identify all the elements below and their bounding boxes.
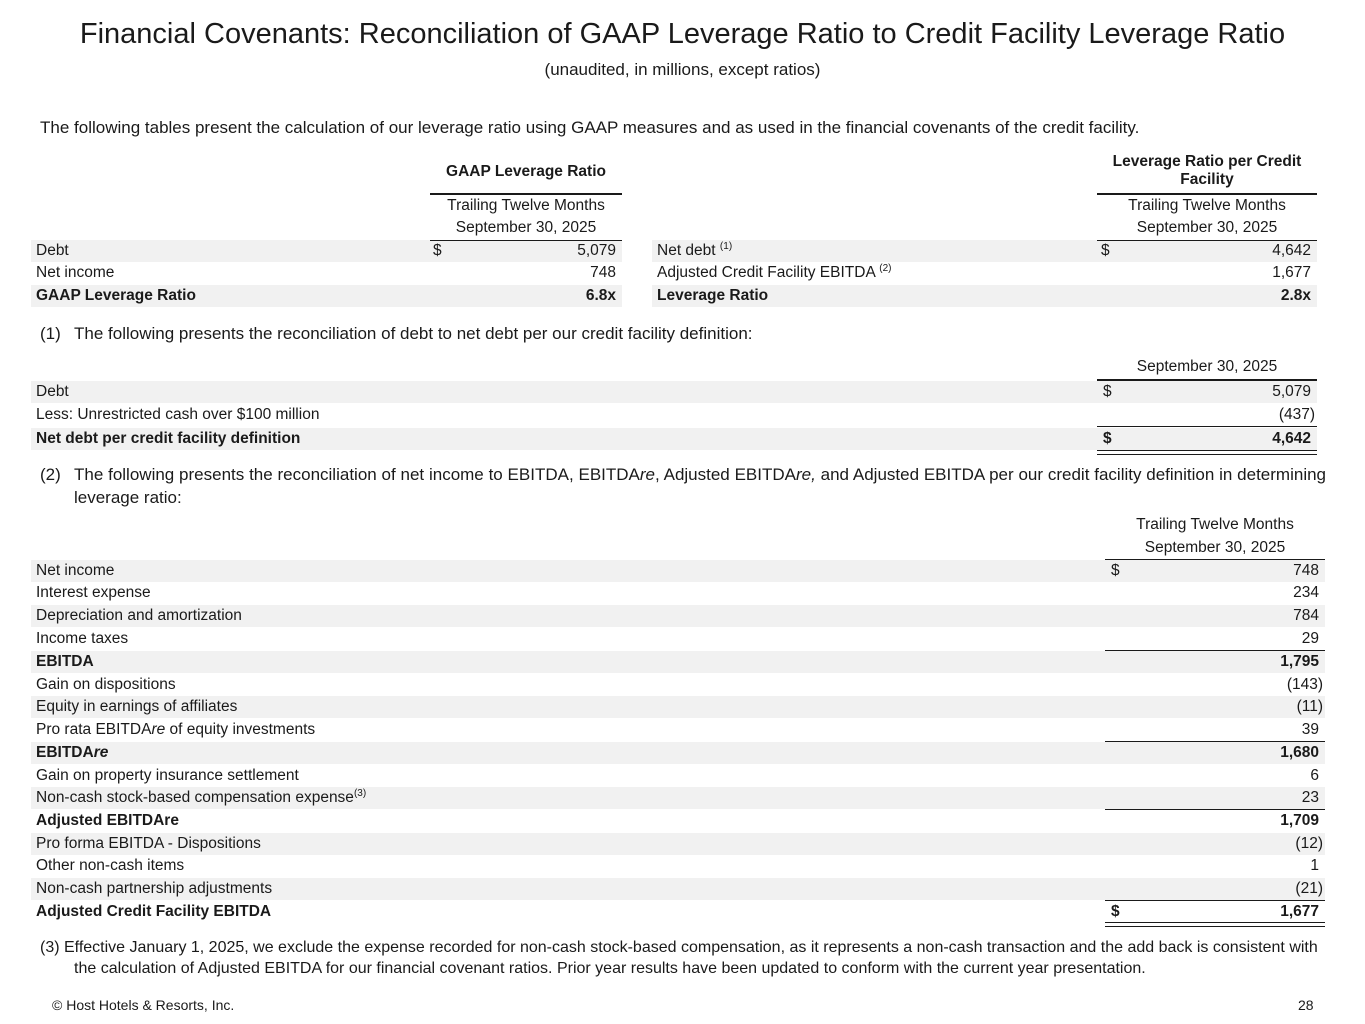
ebitda-row-value: 29 bbox=[1301, 630, 1319, 647]
ebitda-row-dollar: $ bbox=[1111, 903, 1120, 920]
ebitda-row-label: Net income bbox=[36, 562, 115, 579]
ebitda-row-value: 784 bbox=[1293, 607, 1319, 624]
note1-row-label: Less: Unrestricted cash over $100 million bbox=[36, 406, 320, 423]
note1-marker: (1) bbox=[40, 324, 61, 343]
page-title: Financial Covenants: Reconciliation of GAAP Leverage Ratio to Credit Facility Leverage Ratio bbox=[79, 18, 1286, 50]
note1-row-label: Net debt per credit facility definition bbox=[36, 430, 301, 447]
ebitda-row-subtotal bbox=[31, 810, 1325, 832]
gaap-row-label: Debt bbox=[36, 242, 69, 259]
intro-text: The following tables present the calculation of our leverage ratio using GAAP measures and as used in the financial covenants of the credit facility. bbox=[40, 118, 1140, 137]
credit-period-line2: September 30, 2025 bbox=[1136, 219, 1278, 236]
ebitda-row bbox=[31, 833, 1325, 855]
ebitda-row-value: 1 bbox=[1310, 857, 1319, 874]
credit-row-ratio bbox=[652, 285, 1317, 307]
ebitda-row-value: (11) bbox=[1296, 698, 1323, 715]
ebitda-row-value: 23 bbox=[1301, 789, 1319, 806]
ebitda-row-label: Other non-cash items bbox=[36, 857, 185, 874]
note3-line2: the calculation of Adjusted EBITDA for our financial covenant ratios. Prior year results have been updated to conform with the current year presentation. bbox=[74, 960, 1146, 977]
gaap-row-label: GAAP Leverage Ratio bbox=[36, 287, 196, 304]
credit-period-line1: Trailing Twelve Months bbox=[1128, 197, 1286, 214]
note1-row-value: 5,079 bbox=[1272, 383, 1311, 400]
ebitda-row bbox=[31, 674, 1325, 696]
gaap-row-dollar: $ bbox=[433, 242, 442, 259]
ebitda-row-total bbox=[31, 901, 1325, 923]
ebitda-row bbox=[31, 696, 1325, 718]
ebitda-row-value: (12) bbox=[1295, 835, 1323, 852]
ebitda-row-subtotal bbox=[31, 651, 1325, 673]
note1-total-double-rule bbox=[1097, 450, 1317, 455]
ebitda-row-label: Non-cash stock-based compensation expense$^{(3)}$ bbox=[36, 787, 367, 806]
gaap-row-label: Net income bbox=[36, 264, 115, 281]
gaap-table-title: GAAP Leverage Ratio bbox=[446, 163, 606, 180]
ebitda-row-value: 6 bbox=[1310, 767, 1319, 784]
gaap-row-ratio bbox=[31, 285, 622, 307]
note1-subtotal-rule bbox=[1097, 426, 1317, 427]
ebitda-row-label: Gain on property insurance settlement bbox=[36, 767, 299, 784]
ebitda-row-label: Pro forma EBITDA - Dispositions bbox=[36, 835, 261, 852]
ebitda-row-value: 1,709 bbox=[1280, 812, 1319, 829]
credit-row-label: Adjusted Credit Facility EBITDA $^{(2)}$ bbox=[657, 262, 892, 281]
ebitda-row-label: Equity in earnings of affiliates bbox=[36, 698, 238, 715]
note1-row-value: (437) bbox=[1278, 406, 1315, 423]
ebitda-row bbox=[31, 628, 1325, 650]
note2-period-line1: Trailing Twelve Months bbox=[1136, 516, 1294, 533]
credit-ebitda-double-rule bbox=[1105, 922, 1325, 927]
credit-net-debt-top-rule bbox=[1097, 240, 1317, 241]
ebitda-row-label: EBITDA bbox=[36, 653, 94, 670]
note1-row-dollar: $ bbox=[1103, 383, 1112, 400]
credit-row-value: 2.8x bbox=[1280, 287, 1311, 304]
credit-row-value: 1,677 bbox=[1272, 264, 1311, 281]
ebitda-row-value: 234 bbox=[1293, 584, 1319, 601]
note1-row-debt bbox=[31, 381, 1317, 403]
ebitda-row bbox=[31, 560, 1325, 582]
credit-table-title: Leverage Ratio per Credit Facility bbox=[1112, 153, 1302, 188]
ebitda-row-value: 39 bbox=[1301, 721, 1319, 738]
page-number: 28 bbox=[1298, 997, 1314, 1013]
note1-row-label: Debt bbox=[36, 383, 69, 400]
ebitda-row bbox=[31, 787, 1325, 809]
ebitda-row bbox=[31, 582, 1325, 604]
credit-row-label: Net debt $^{(1)}$ bbox=[657, 240, 733, 259]
note1-row-net-debt bbox=[31, 428, 1317, 450]
note1-row-value: 4,642 bbox=[1272, 430, 1311, 447]
ebitda-row-dollar: $ bbox=[1111, 562, 1120, 579]
gaap-row-value: 6.8x bbox=[585, 287, 616, 304]
note1-column-header: September 30, 2025 bbox=[1136, 358, 1278, 375]
note1-row-dollar: $ bbox=[1103, 430, 1112, 447]
ebitda-row-label: Pro rata EBITDAre of equity investments bbox=[36, 721, 316, 738]
gaap-period-line2: September 30, 2025 bbox=[455, 219, 597, 236]
ebitda-row bbox=[31, 765, 1325, 787]
credit-row-net-debt bbox=[652, 240, 1317, 262]
ebitda-row-label: Gain on dispositions bbox=[36, 676, 176, 693]
note2-marker: (2) bbox=[40, 465, 61, 484]
note1-text: The following presents the reconciliation of debt to net debt per our credit facility definition: bbox=[74, 324, 753, 343]
ebitda-row-value: 1,677 bbox=[1280, 903, 1319, 920]
note2-period-line2: September 30, 2025 bbox=[1144, 539, 1286, 556]
gaap-row-value: 5,079 bbox=[577, 242, 616, 259]
ebitda-row-label: Interest expense bbox=[36, 584, 151, 601]
page-subtitle: (unaudited, in millions, except ratios) bbox=[544, 60, 821, 79]
credit-row-label: Leverage Ratio bbox=[657, 287, 769, 304]
gaap-period-line1: Trailing Twelve Months bbox=[447, 197, 605, 214]
ebitda-row-label: Adjusted Credit Facility EBITDA bbox=[36, 903, 272, 920]
note2-text: The following presents the reconciliation of net income to EBITDA, EBITDAre, Adjusted EBITDAre, and Adjusted EBITDA per our credit facility definition in determining leverage ratio: bbox=[74, 465, 1327, 507]
ebitda-row-value: (21) bbox=[1295, 880, 1323, 897]
ebitda-row-label: Depreciation and amortization bbox=[36, 607, 242, 624]
ebitda-row-value: (143) bbox=[1286, 676, 1323, 693]
ebitda-row-value: 748 bbox=[1293, 562, 1319, 579]
footer-copyright: © Host Hotels & Resorts, Inc. bbox=[52, 997, 235, 1013]
ebitda-row bbox=[31, 878, 1325, 900]
credit-row-ebitda bbox=[652, 262, 1317, 284]
ebitda-row bbox=[31, 605, 1325, 627]
ebitda-row-label: Income taxes bbox=[36, 630, 129, 647]
ebitda-row-value: 1,795 bbox=[1280, 653, 1319, 670]
ebitda-row bbox=[31, 855, 1325, 877]
ebitda-row bbox=[31, 719, 1325, 741]
gaap-debt-top-rule bbox=[430, 240, 622, 241]
note1-row-cash bbox=[31, 404, 1317, 426]
gaap-row-net-income bbox=[31, 262, 622, 284]
credit-row-dollar: $ bbox=[1101, 242, 1110, 259]
ebitda-row-label: Non-cash partnership adjustments bbox=[36, 880, 273, 897]
ebitda-row-label: Adjusted EBITDAre bbox=[36, 812, 179, 829]
gaap-row-debt bbox=[31, 240, 622, 262]
gaap-row-value: 748 bbox=[590, 264, 616, 281]
ebitda-row-subtotal bbox=[31, 742, 1325, 764]
ebitda-row-label: EBITDAre bbox=[36, 744, 109, 761]
credit-row-value: 4,642 bbox=[1272, 242, 1311, 259]
note3-line1: (3) Effective January 1, 2025, we exclude the expense recorded for non-cash stock-based compensation, as it represents a non-cash transaction and the add back is consistent with bbox=[40, 939, 1318, 956]
ebitda-row-value: 1,680 bbox=[1280, 744, 1319, 761]
